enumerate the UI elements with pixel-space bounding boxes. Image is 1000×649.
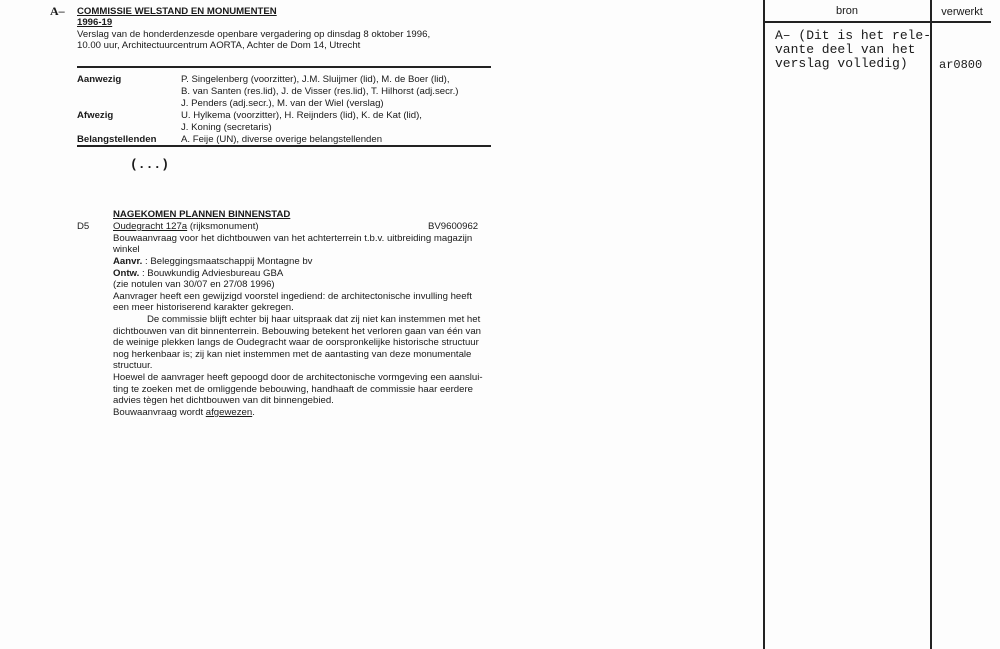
item-address: Oudegracht 127a xyxy=(113,221,188,232)
item-address-note: (rijksmonument) xyxy=(189,221,259,232)
attendance-line: J. Koning (secretaris) xyxy=(181,122,272,133)
body-line: nog herkenbaar is; zij kan niet instemmen met de aantasting van deze monumentale xyxy=(113,349,472,360)
body-line: Hoewel de aanvrager heeft gepoogd door de architectonische vormgeving een aanslui- xyxy=(113,372,483,383)
table-border xyxy=(763,0,765,649)
intro-line: 10.00 uur, Architectuurcentrum AORTA, Achter de Dom 14, Utrecht xyxy=(77,40,361,51)
applicant-value: : Beleggingsmaatschappij Montagne bv xyxy=(145,256,313,267)
body-line: winkel xyxy=(113,244,140,255)
source-note-line: vante deel van het xyxy=(775,42,916,57)
attendance-label: Belangstellenden xyxy=(77,134,157,145)
verdict: afgewezen xyxy=(205,407,253,418)
attendance-line: B. van Santen (res.lid), J. de Visser (res.lid), T. Hilhorst (adj.secr.) xyxy=(181,86,459,97)
attendance-label: Aanwezig xyxy=(77,74,122,85)
document-number: 1996-19 xyxy=(77,17,113,28)
item-code: D5 xyxy=(77,221,90,232)
processed-code: ar0800 xyxy=(939,58,983,72)
table-header-rule xyxy=(763,21,991,23)
body-line: De commissie blijft echter bij haar uitspraak dat zij niet kan instemmen met het xyxy=(147,314,481,325)
margin-mark: A– xyxy=(50,4,65,18)
attendance-line: U. Hylkema (voorzitter), H. Reijnders (lid), K. de Kat (lid), xyxy=(181,110,422,121)
column-header-processed: verwerkt xyxy=(941,6,983,18)
body-line: Bouwaanvraag voor het dichtbouwen van het achterterrein t.b.v. uitbreiding magazijn xyxy=(113,233,473,244)
body-line: ting te zoeken met de omliggende bebouwing, handhaaft de commissie haar eerdere xyxy=(113,384,473,395)
source-note-line: verslag volledig) xyxy=(775,56,908,71)
attendance-line: A. Feije (UN), diverse overige belangstellenden xyxy=(181,134,383,145)
body-line: Aanvrager heeft een gewijzigd voorstel ingediend: de architectonische invulling heeft xyxy=(113,291,472,302)
divider xyxy=(77,145,491,147)
body-line: dichtbouwen van dit binnenterrein. Bebouwing betekent het verloren gaan van één van xyxy=(113,326,482,337)
attendance-line: P. Singelenberg (voorzitter), J.M. Sluijmer (lid), M. de Boer (lid), xyxy=(181,74,450,85)
source-note-line: A– (Dit is het rele- xyxy=(775,28,932,43)
item-address-line xyxy=(113,221,259,232)
verdict-suffix: . xyxy=(252,407,255,418)
intro-line: Verslag van de honderdenzesde openbare vergadering op dinsdag 8 oktober 1996, xyxy=(77,29,431,40)
body-line: advies tègen het dichtbouwen van dit binnengebied. xyxy=(113,395,334,406)
table-border xyxy=(930,0,932,649)
body-line: structuur. xyxy=(113,360,153,371)
designer-line xyxy=(113,268,283,280)
body-line: een meer historiserend karakter gekregen. xyxy=(113,302,294,313)
source-note xyxy=(775,29,931,71)
item-reference: BV9600962 xyxy=(428,221,479,232)
divider xyxy=(77,66,491,68)
section-title: NAGEKOMEN PLANNEN BINNENSTAD xyxy=(113,209,291,220)
applicant-label: Aanvr. xyxy=(113,256,143,267)
applicant-line xyxy=(113,256,312,268)
attendance-label: Afwezig xyxy=(77,110,114,121)
document-title: COMMISSIE WELSTAND EN MONUMENTEN xyxy=(77,6,277,17)
designer-label: Ontw. xyxy=(113,268,140,279)
body-line: (zie notulen van 30/07 en 27/08 1996) xyxy=(113,279,275,290)
body-line: de weinige plekken langs de Oudegracht waar de oorspronkelijke historische structuur xyxy=(113,337,479,348)
omission-mark: (...) xyxy=(130,157,170,172)
verdict-prefix: Bouwaanvraag wordt xyxy=(113,407,206,418)
attendance-line: J. Penders (adj.secr.), M. van der Wiel (verslag) xyxy=(181,98,384,109)
column-header-source: bron xyxy=(835,5,859,17)
verdict-line xyxy=(113,407,255,419)
designer-value: : Bouwkundig Adviesbureau GBA xyxy=(141,268,284,279)
